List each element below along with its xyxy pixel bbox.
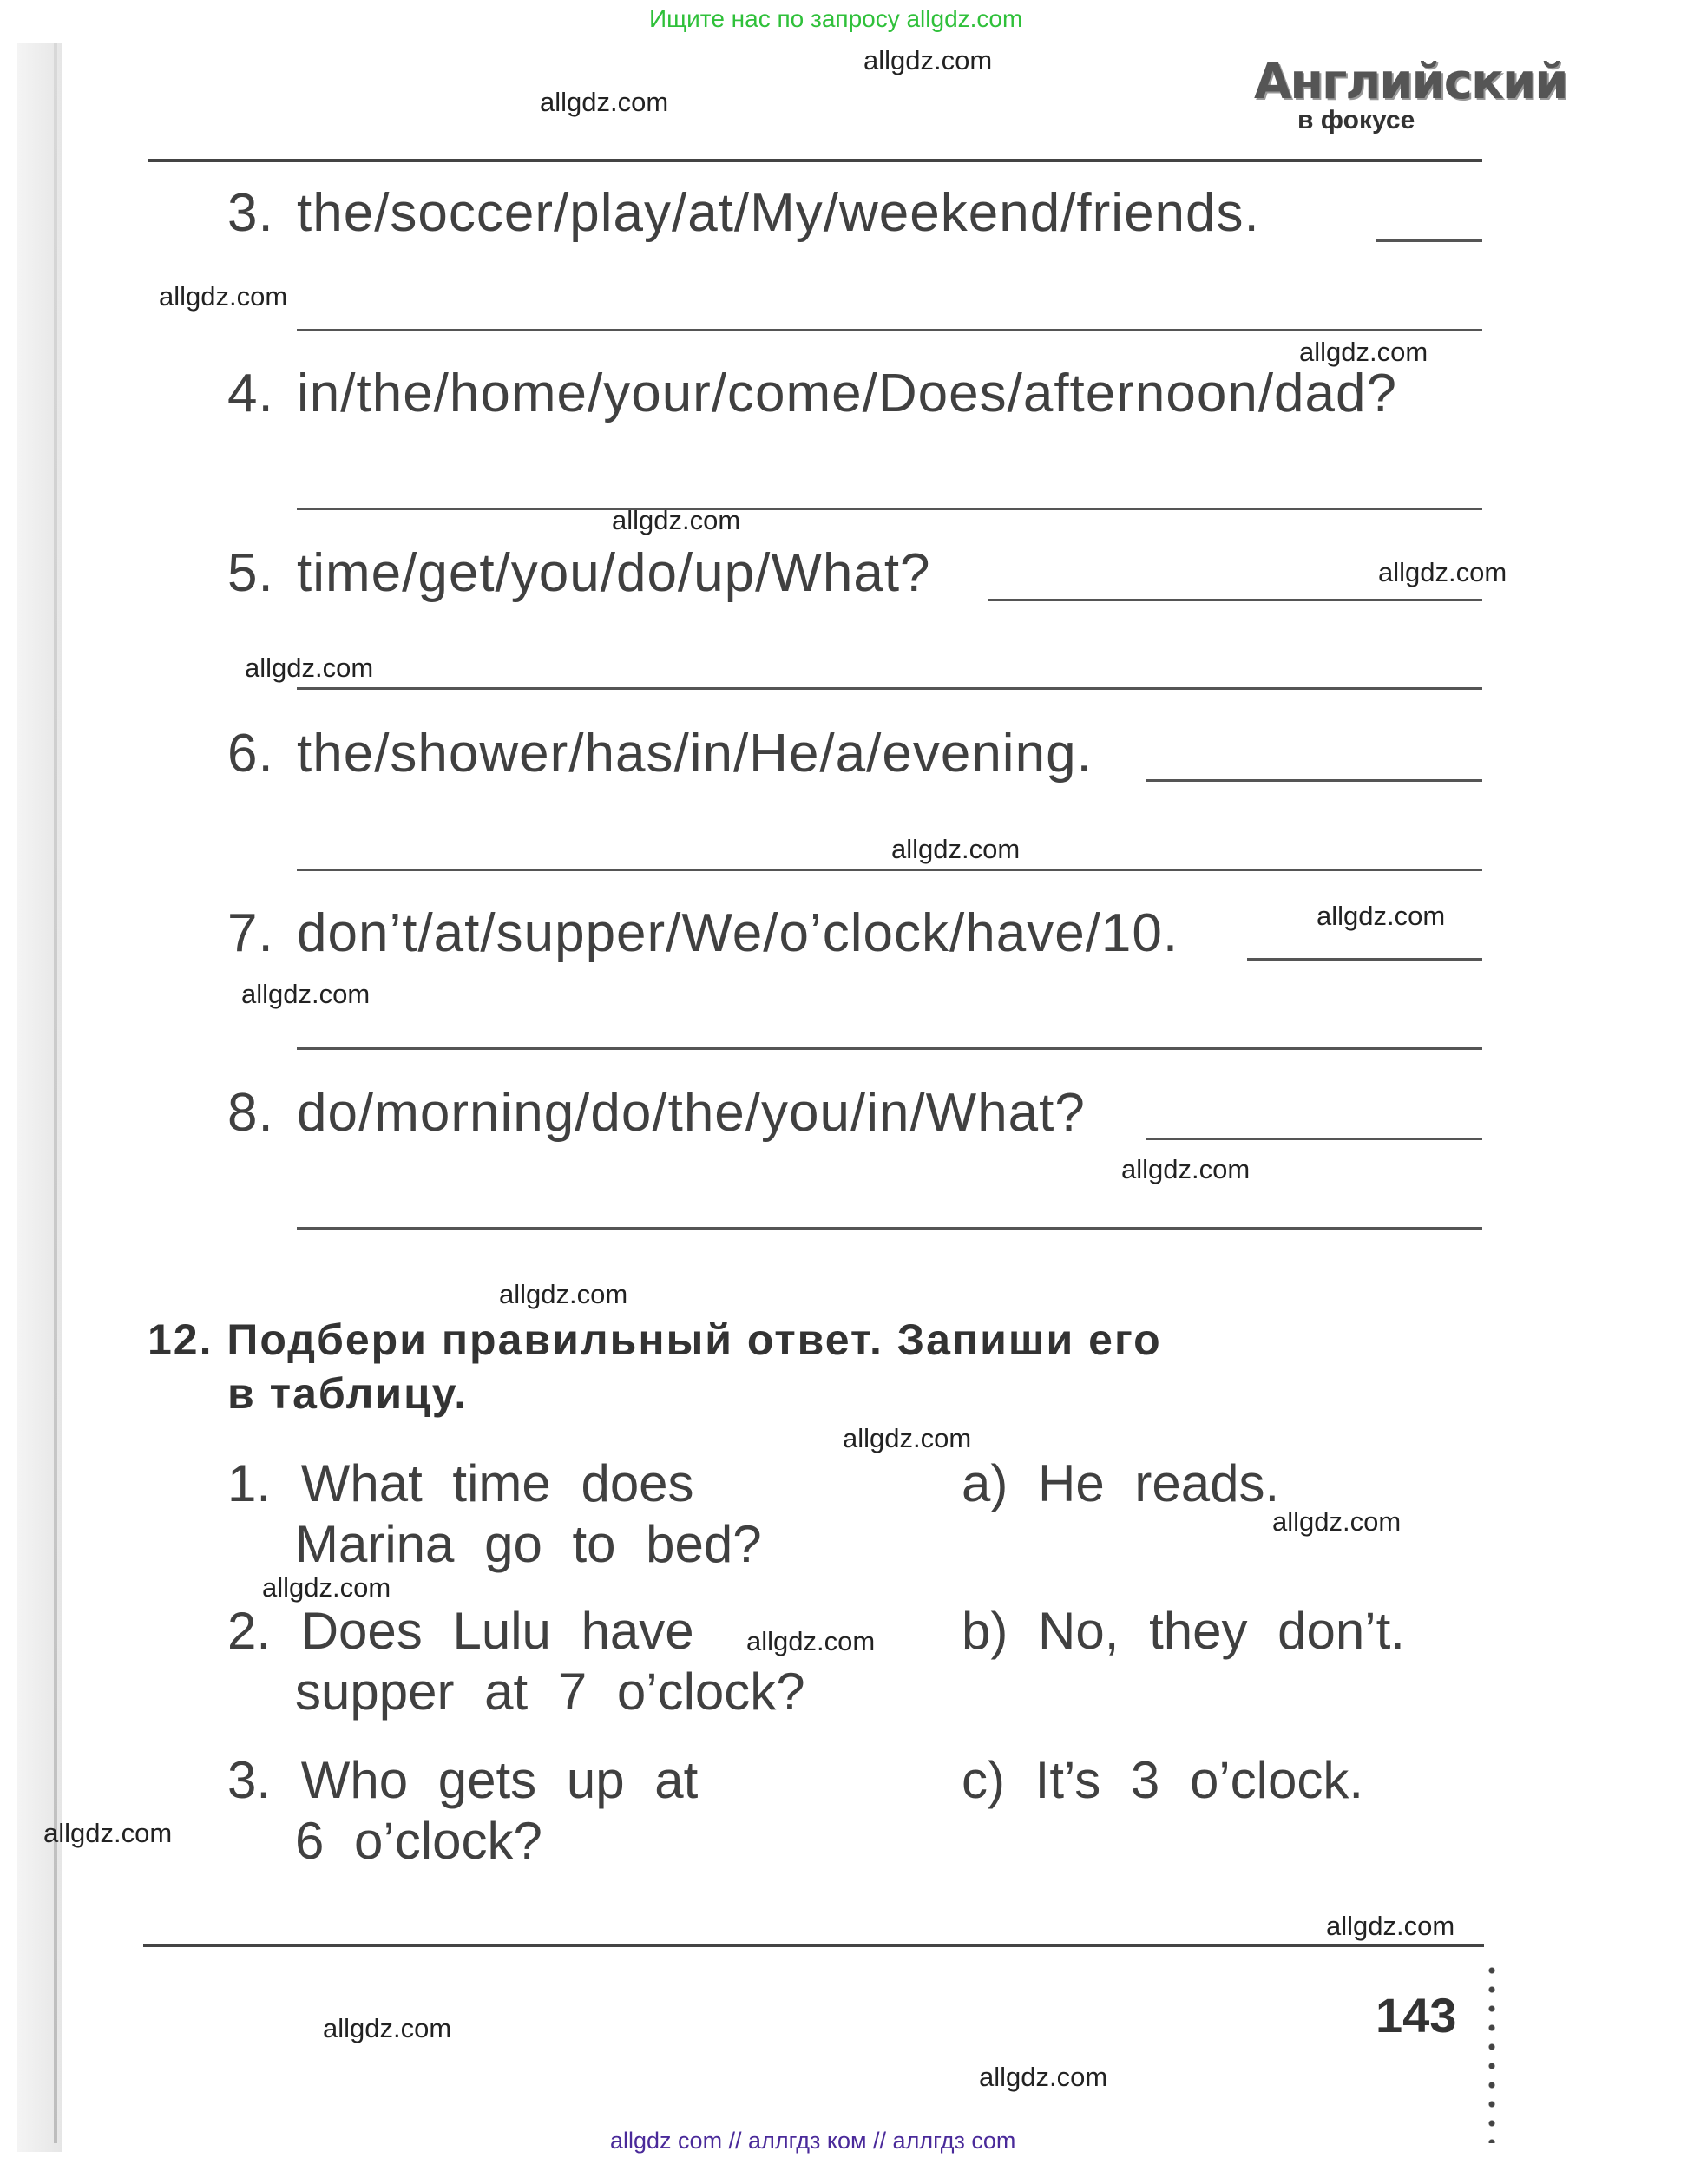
answer-line[interactable] (297, 687, 1482, 690)
exercise-number: 12. (148, 1315, 213, 1364)
watermark[interactable]: allgdz.com (1326, 1911, 1455, 1941)
answer-a (962, 1453, 1279, 1513)
answer-text: No, they don’t. (1038, 1602, 1405, 1660)
answer-line[interactable] (1146, 779, 1482, 782)
question-2-line1 (227, 1601, 694, 1661)
watermark[interactable]: allgdz.com (863, 45, 993, 75)
header-rule (148, 159, 1482, 162)
sentence-text: the/soccer/play/at/My/weekend/friends. (297, 183, 1260, 243)
watermark[interactable]: allgdz.com (245, 653, 374, 683)
watermark[interactable]: allgdz.com (1378, 557, 1507, 587)
answer-line[interactable] (1247, 958, 1482, 961)
watermark[interactable]: allgdz.com (1299, 337, 1428, 367)
answer-letter: c) (962, 1751, 1005, 1809)
sentence-number: 7. (227, 903, 274, 963)
question-number: 2. (227, 1602, 272, 1660)
sentence-6 (227, 723, 1093, 784)
watermark[interactable]: allgdz.com (159, 281, 288, 312)
sentence-3 (227, 182, 1260, 244)
exercise-12-title (148, 1315, 1162, 1365)
logo-title: Английский (1254, 54, 1567, 110)
question-1-line1 (227, 1453, 694, 1513)
question-text: Who gets up at (300, 1751, 699, 1809)
sentence-text: do/morning/do/the/you/in/What? (297, 1083, 1086, 1143)
watermark[interactable]: allgdz.com (746, 1626, 876, 1656)
sentence-text: time/get/you/do/up/What? (297, 543, 931, 603)
watermark[interactable]: allgdz.com (323, 2013, 452, 2043)
sentence-8 (227, 1082, 1086, 1144)
sentence-number: 6. (227, 724, 274, 784)
watermark[interactable]: allgdz.com (979, 2062, 1108, 2092)
exercise-12-title-line2: в таблицу. (227, 1369, 469, 1418)
page-edge-dots (1488, 1961, 1495, 2143)
watermark[interactable]: allgdz.com (262, 1572, 391, 1603)
question-text: What time does (300, 1454, 694, 1512)
answer-text: It’s 3 o’clock. (1034, 1751, 1364, 1809)
answer-line[interactable] (297, 1047, 1482, 1050)
question-3-line2: 6 o’clock? (295, 1812, 542, 1870)
watermark[interactable]: allgdz.com (1317, 901, 1446, 931)
answer-line[interactable] (1146, 1138, 1482, 1140)
bottom-banner[interactable]: allgdz com // аллгдз ком // аллгдз com (610, 2128, 1016, 2154)
logo-subtitle: в фокусе (1297, 106, 1415, 134)
watermark[interactable]: allgdz.com (891, 834, 1021, 864)
watermark[interactable]: allgdz.com (612, 505, 741, 535)
answer-line[interactable] (297, 508, 1482, 510)
answer-b (962, 1601, 1405, 1661)
footer-rule (143, 1944, 1484, 1947)
watermark[interactable]: allgdz.com (1272, 1506, 1402, 1537)
answer-text: He reads. (1038, 1454, 1280, 1512)
sentence-5 (227, 542, 931, 604)
book-logo (1254, 54, 1567, 141)
watermark[interactable]: allgdz.com (43, 1818, 173, 1848)
answer-letter: a) (962, 1454, 1008, 1512)
sentence-number: 4. (227, 364, 274, 423)
answer-line[interactable] (297, 329, 1482, 331)
watermark[interactable]: allgdz.com (241, 979, 371, 1009)
question-3-line1 (227, 1750, 698, 1810)
sentence-text: in/the/home/your/come/Does/afternoon/dad? (297, 364, 1397, 423)
sentence-number: 3. (227, 183, 274, 243)
answer-line[interactable] (988, 599, 1482, 601)
question-2-line2: supper at 7 o’clock? (295, 1663, 805, 1721)
watermark[interactable]: allgdz.com (1121, 1154, 1251, 1184)
watermark[interactable]: allgdz.com (499, 1279, 628, 1309)
top-banner[interactable]: Ищите нас по запросу allgdz.com (649, 5, 1023, 32)
watermark[interactable]: allgdz.com (843, 1423, 972, 1453)
sentence-number: 8. (227, 1083, 274, 1143)
question-number: 3. (227, 1751, 272, 1809)
sentence-number: 5. (227, 543, 274, 603)
page-number: 143 (1376, 1988, 1457, 2043)
watermark[interactable]: allgdz.com (540, 87, 669, 117)
sentence-4 (227, 363, 1397, 424)
question-1-line2: Marina go to bed? (295, 1515, 762, 1573)
answer-line[interactable] (1376, 239, 1482, 242)
question-number: 1. (227, 1454, 272, 1512)
answer-letter: b) (962, 1602, 1008, 1660)
sentence-text: the/shower/has/in/He/a/evening. (297, 724, 1093, 784)
answer-line[interactable] (297, 1227, 1482, 1230)
sentence-text: don’t/at/supper/We/o’clock/have/10. (297, 903, 1179, 963)
sentence-7 (227, 902, 1179, 964)
question-text: Does Lulu have (300, 1602, 694, 1660)
exercise-title-line1: Подбери правильный ответ. Запиши его (227, 1315, 1162, 1364)
answer-c (962, 1750, 1363, 1810)
answer-line[interactable] (297, 869, 1482, 871)
